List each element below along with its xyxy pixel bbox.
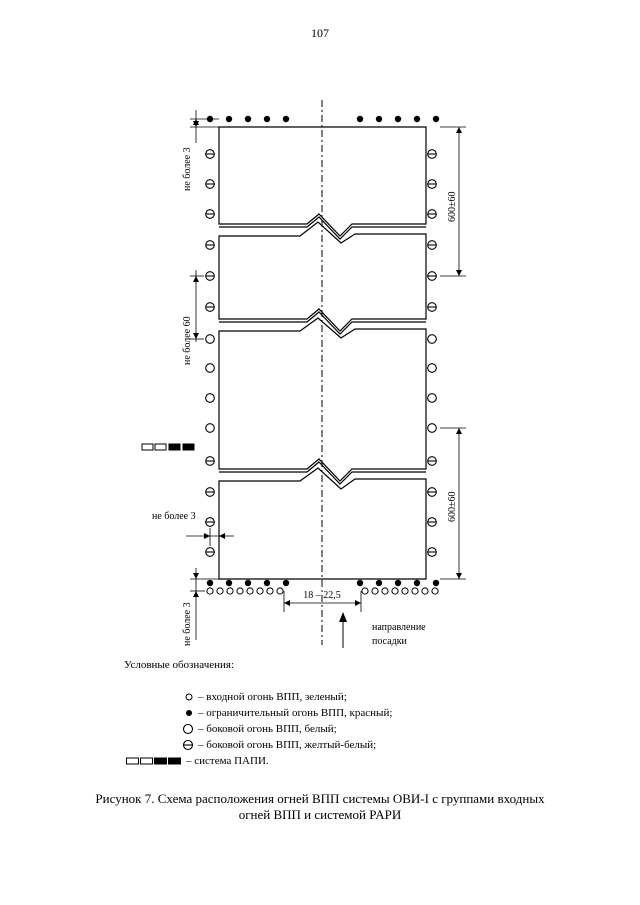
legend-item <box>124 755 269 767</box>
side-lights-left <box>206 150 215 557</box>
legend-text: – боковой огонь ВПП, желтый-белый; <box>198 739 377 752</box>
label-group-spacing: не более 60 <box>182 316 193 365</box>
large-open-circle-icon <box>182 723 194 735</box>
legend-title: Условные обозначения: <box>124 659 235 671</box>
label-threshold-offset-top: не более 3 <box>182 147 193 191</box>
legend-item <box>160 723 337 735</box>
legend-text: – боковой огонь ВПП, белый; <box>198 723 337 736</box>
legend-item <box>160 739 376 751</box>
caption-line-2: огней ВПП и системой PAPИ <box>238 807 402 822</box>
legend-text: – входной огонь ВПП, зеленый; <box>198 691 347 703</box>
side-lights-right <box>428 150 437 557</box>
caption-line-1: Рисунок 7. Схема расположения огней ВПП системы ОВИ-I с группами входных <box>95 791 545 806</box>
label-landing-direction-1: направление <box>372 622 426 633</box>
page-number: 107 <box>311 26 329 40</box>
barred-circle-icon <box>182 739 194 751</box>
small-open-circle-icon <box>184 692 194 702</box>
legend-text: – система ПАПИ. <box>186 755 269 767</box>
legend-item <box>160 691 347 703</box>
legend-item <box>160 707 392 719</box>
small-filled-circle-icon <box>184 708 194 718</box>
papi-blocks-icon <box>126 757 182 765</box>
dimension-lines <box>186 110 466 640</box>
end-lights-bottom <box>207 580 439 586</box>
papi-system <box>142 444 194 450</box>
label-threshold-width: 18 – 22,5 <box>303 590 341 601</box>
label-side-offset: не более 3 <box>152 511 196 522</box>
landing-direction-arrow <box>339 612 347 648</box>
label-threshold-offset-bottom: не более 3 <box>182 602 193 646</box>
legend-text: – ограничительный огонь ВПП, красный; <box>198 707 393 719</box>
label-landing-direction-2: посадки <box>372 636 407 647</box>
arrowheads <box>193 119 462 606</box>
label-spacing-upper: 600±60 <box>447 191 458 222</box>
figure-caption <box>40 791 600 823</box>
end-lights-top <box>207 116 439 122</box>
label-spacing-lower: 600±60 <box>447 491 458 522</box>
